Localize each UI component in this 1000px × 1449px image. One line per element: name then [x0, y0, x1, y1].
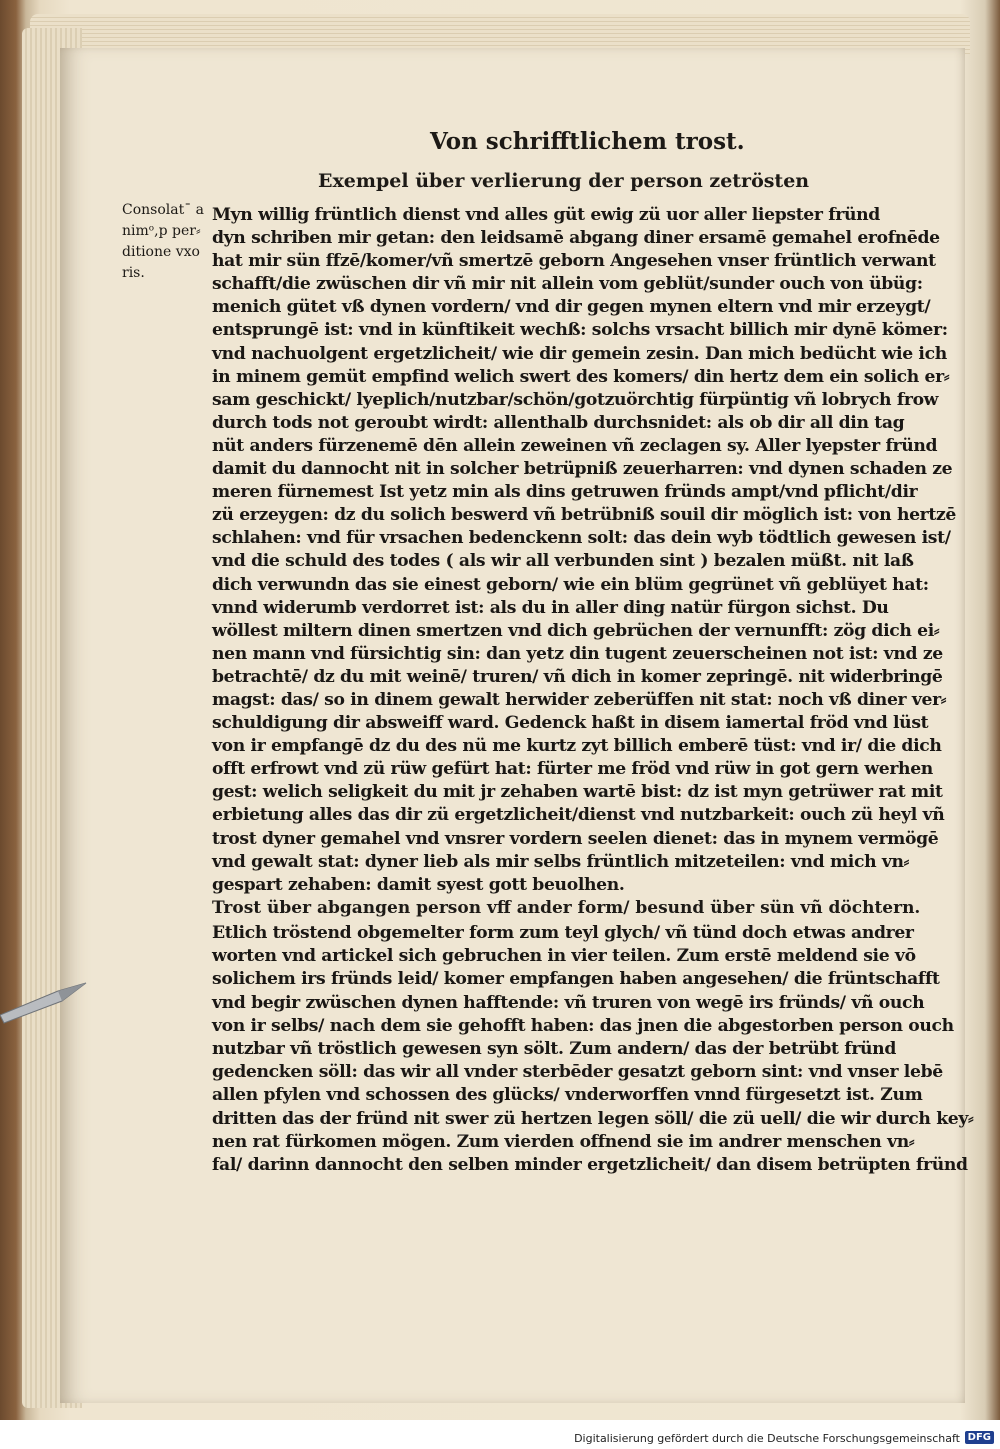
margin-note-line: ditione vxo [122, 244, 200, 260]
text-line: offt erfrowt vnd zü rüw gefürt hat: fürter me fröd vnd rüw in got gern werhen [212, 759, 933, 780]
text-line: dyn schriben mir getan: den leidsamē abgang diner ersamē gemahel erofnēde [212, 228, 940, 249]
text-line: schuldigung dir absweiff ward. Gedenck haßt in disem iamertal fröd vnd lüst [212, 713, 929, 734]
margin-note-line: ris. [122, 265, 145, 281]
text-line: zü erzeygen: dz du solich beswerd vñ betrübniß souil dir möglich ist: von hertzē [212, 505, 956, 526]
text-line: Myn willig früntlich dienst vnd alles güt ewig zü uor aller liepster fründ [212, 205, 880, 225]
text-line: fal/ darinn dannocht den selben minder ergetzlicheit/ dan disem betrüpten fründ [212, 1155, 968, 1176]
text-line: damit du dannocht nit in solcher betrüpniß zeuerharren: vnd dynen schaden ze [212, 459, 953, 480]
text-line: vnd gewalt stat: dyner lieb als mir selbs früntlich mitzeteilen: vnd mich vn⸗ [212, 851, 910, 872]
text-line: solichem irs fründs leid/ komer empfangen haben angesehen/ die früntschafft [212, 969, 940, 990]
body-text-1 [212, 204, 956, 897]
text-line: entsprungē ist: vnd in künftikeit wechß: solchs vrsacht billich mir dynē kömer: [212, 320, 948, 341]
text-line: schafft/die zwüschen dir vñ mir nit allein vom geblüt/sunder ouch von übüg: [212, 274, 923, 295]
text-line: vnd die schuld des todes ( als wir all verbunden sint ) bezalen müßt. nit laß [212, 551, 914, 572]
footer-credit: Digitalisierung gefördert durch die Deutsche Forschungsgemeinschaft [574, 1432, 960, 1445]
text-line: nutzbar vñ tröstlich gewesen syn sölt. Zum andern/ das der betrübt fründ [212, 1039, 896, 1060]
text-line: menich gütet vß dynen vordern/ vnd dir gegen mynen eltern vnd mir erzeygt/ [212, 297, 931, 318]
text-line: gest: welich seligkeit du mit jr zehaben wartē bist: dz ist myn getrüwer rat mit [212, 782, 943, 803]
text-line: allen pfylen vnd schossen des glücks/ vnderworffen vnnd fürgesetzt ist. Zum [212, 1085, 923, 1106]
text-line: nen mann vnd fürsichtig sin: dan yetz din tugent zeuerscheinen not ist: vnd ze [212, 643, 943, 664]
text-line: gedencken söll: das wir all vnder sterbēder gesatzt geborn sint: vnd vnser lebē [212, 1062, 943, 1083]
running-head: Von schrifftlichem trost. [430, 128, 745, 155]
text-line: in minem gemüt empfind welich swert des komers/ din hertz dem ein solich er⸗ [212, 366, 950, 387]
text-line: erbietung alles das dir zü ergetzlicheit/dienst vnd nutzbarkeit: ouch zü heyl vñ [212, 805, 945, 826]
section-heading: Exempel über verlierung der person zetrösten [318, 170, 810, 192]
text-line: schlahen: vnd für vrsachen bedenckenn solt: das dein wyb tödtlich gewesen ist/ [212, 528, 951, 549]
text-line: Etlich tröstend obgemelter form zum teyl glych/ vñ tünd doch etwas andrer [212, 923, 914, 943]
section-heading-2: Trost über abgangen person vff ander form/ besund über sün vñ döchtern. [212, 898, 921, 918]
text-line: nüt anders fürzenemē dēn allein zeweinen vñ zeclagen sy. Aller lyepster fründ [212, 435, 938, 456]
text-line: hat mir sün ffzē/komer/vñ smertzē geborn Angesehen vnser früntlich verwant [212, 251, 936, 272]
text-line: magst: das/ so in dinem gewalt herwider zeberüffen nit stat: noch vß diner ver⸗ [212, 689, 947, 710]
text-line: vnd begir zwüschen dynen hafftende: vñ truren von wegē irs fründs/ vñ ouch [212, 992, 925, 1013]
margin-note-line: nimᵒ,p per⸗ [122, 223, 201, 239]
text-line: von ir empfangē dz du des nü me kurtz zyt billich emberē tüst: vnd ir/ die dich [212, 736, 942, 757]
body-text-2 [212, 922, 974, 1177]
text-line: wöllest miltern dinen smertzen vnd dich gebrüchen der vernunfft: zög dich ei⸗ [212, 620, 940, 641]
text-line: trost dyner gemahel vnd vnsrer vordern seelen dienet: das in mynem vermögē [212, 828, 939, 849]
text-line: worten vnd artickel sich gebruchen in vier teilen. Zum erstē meldend sie vō [212, 946, 916, 967]
text-line: durch tods not geroubt wirdt: allenthalb durchsnidet: als ob dir all din tag [212, 412, 905, 433]
text-line: nen rat fürkomen mögen. Zum vierden offnend sie im andrer menschen vn⸗ [212, 1131, 915, 1152]
text-line: vnnd widerumb verdorret ist: als du in aller ding natür fürgon sichst. Du [212, 597, 889, 618]
pen-icon [0, 975, 90, 1023]
margin-note [122, 200, 214, 284]
text-line: dritten das der fründ nit swer zü hertzen legen söll/ die zü uell/ die wir durch key⸗ [212, 1108, 974, 1129]
text-line: gespart zehaben: damit syest gott beuolhen. [212, 874, 625, 895]
text-line: dich verwundn das sie einest geborn/ wie ein blüm gegrünet vñ geblüyet hat: [212, 574, 929, 595]
text-line: sam geschickt/ lyeplich/nutzbar/schön/gotzuörchtig fürpüntig vñ lobrych frow [212, 389, 939, 410]
margin-note-line: Consolatˉ a [122, 202, 205, 218]
text-line: betrachtē/ dz du mit weinē/ truren/ vñ dich in komer zepringē. nit widerbringē [212, 666, 943, 687]
text-line: meren fürnemest Ist yetz min als dins getruwen fründs ampt/vnd pflicht/dir [212, 482, 918, 503]
dfg-logo: DFG [965, 1431, 994, 1444]
text-line: vnd nachuolgent ergetzlicheit/ wie dir gemein zesin. Dan mich bedücht wie ich [212, 343, 947, 364]
text-line: von ir selbs/ nach dem sie gehofft haben: das jnen die abgestorben person ouch [212, 1015, 954, 1036]
